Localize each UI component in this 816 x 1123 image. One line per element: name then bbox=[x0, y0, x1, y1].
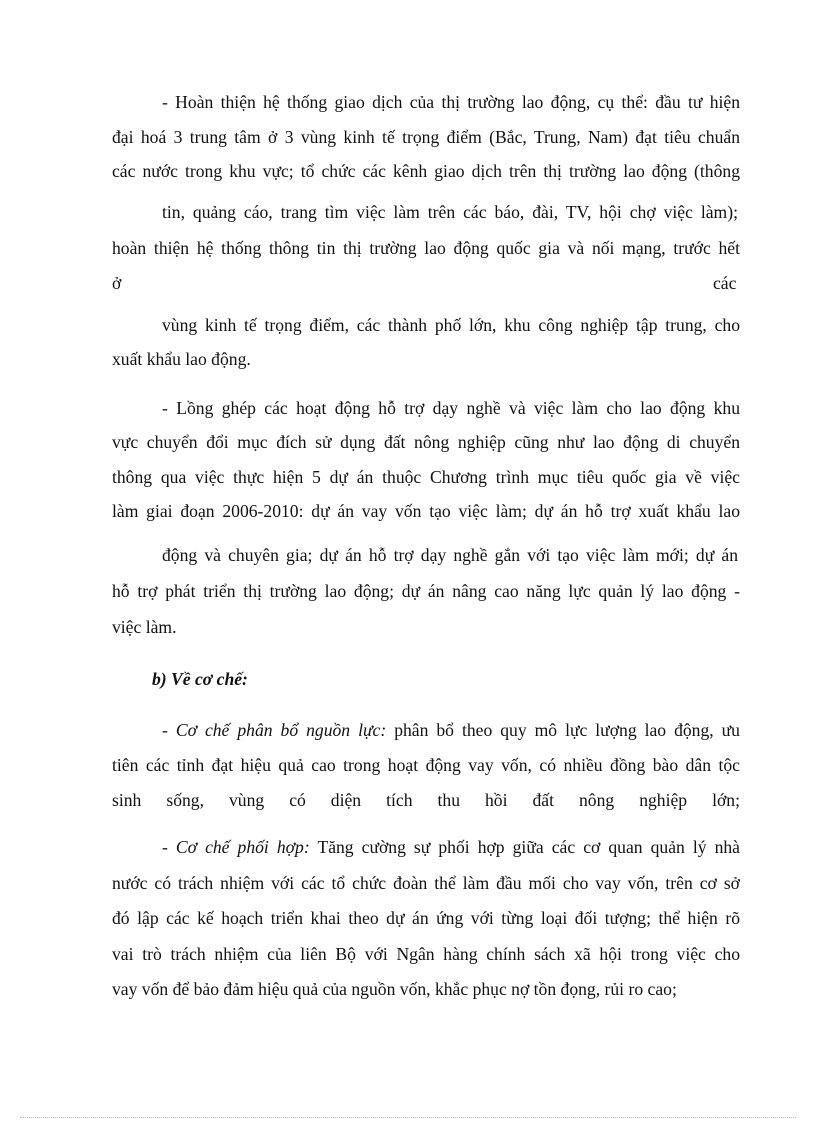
paragraph-4-line-3: thông qua việc thực hiện 5 dự án thuộc Chương trình mục tiêu quốc gia về việc bbox=[112, 467, 740, 487]
mechanism-term-coordination: - Cơ chế phối hợp: bbox=[162, 837, 310, 857]
mechanism-term-allocation: - Cơ chế phân bổ nguồn lực: bbox=[162, 720, 387, 740]
paragraph-1-line-2: đại hoá 3 trung tâm ở 3 vùng kinh tế trọng điểm (Bắc, Trung, Nam) đạt tiêu chuẩn bbox=[112, 127, 740, 147]
paragraph-2-line-3-end: các bbox=[713, 273, 737, 293]
paragraph-3-line-2: xuất khẩu lao động. bbox=[112, 349, 251, 369]
paragraph-7-line-1 bbox=[162, 836, 740, 862]
page-bottom-rule bbox=[20, 1117, 796, 1118]
paragraph-2-line-2: hoàn thiện hệ thống thông tin thị trường lao động quốc gia và nối mạng, trước hết bbox=[112, 238, 740, 258]
paragraph-7-line-4: vai trò trách nhiệm của liên Bộ với Ngân hàng chính sách xã hội trong việc cho bbox=[112, 944, 740, 964]
paragraph-1-line-3: các nước trong khu vực; tổ chức các kênh giao dịch trên thị trường lao động (thông bbox=[112, 161, 740, 181]
paragraph-4-line-4: làm giai đoạn 2006-2010: dự án vay vốn tạo việc làm; dự án hỗ trợ xuất khẩu lao bbox=[112, 501, 740, 521]
paragraph-5-line-2: hỗ trợ phát triển thị trường lao động; dự án nâng cao năng lực quản lý lao động - bbox=[112, 581, 740, 601]
paragraph-1-line-1: - Hoàn thiện hệ thống giao dịch của thị trường lao động, cụ thể: đầu tư hiện bbox=[162, 92, 740, 112]
paragraph-2-line-1: tin, quảng cáo, trang tìm việc làm trên các báo, đài, TV, hội chợ việc làm); bbox=[162, 202, 738, 222]
paragraph-2-line-3-start: ở bbox=[112, 273, 122, 293]
paragraph-5-line-1: động và chuyên gia; dự án hỗ trợ dạy nghề gắn với tạo việc làm mới; dự án bbox=[162, 545, 738, 565]
paragraph-7-line-3: đó lập các kế hoạch triển khai theo dự án ứng với từng loại đối tượng; thể hiện rõ bbox=[112, 908, 740, 928]
paragraph-5-line-3: việc làm. bbox=[112, 617, 177, 637]
section-heading: b) Về cơ chế: bbox=[152, 669, 248, 689]
paragraph-6-line-3: sinh sống, vùng có diện tích thu hồi đất nông nghiệp lớn; bbox=[112, 790, 740, 810]
paragraph-6-line-1 bbox=[162, 719, 740, 745]
paragraph-7-line-2: nước có trách nhiệm với các tổ chức đoàn thể làm đầu mối cho vay vốn, trên cơ sở bbox=[112, 873, 740, 893]
paragraph-6-line-2: tiên các tỉnh đạt hiệu quả cao trong hoạt động vay vốn, có nhiều đồng bào dân tộc bbox=[112, 755, 740, 775]
paragraph-7-line-5: vay vốn để bảo đảm hiệu quả của nguồn vốn, khắc phục nợ tồn đọng, rủi ro cao; bbox=[112, 979, 677, 999]
paragraph-4-line-2: vực chuyển đổi mục đích sử dụng đất nông nghiệp cũng như lao động di chuyển bbox=[112, 432, 740, 452]
paragraph-6-line-1-rest: phân bổ theo quy mô lực lượng lao động, ưu bbox=[386, 720, 740, 740]
paragraph-4-line-1: - Lồng ghép các hoạt động hỗ trợ dạy nghề và việc làm cho lao động khu bbox=[162, 398, 740, 418]
paragraph-3-line-1: vùng kinh tế trọng điểm, các thành phố lớn, khu công nghiệp tập trung, cho bbox=[162, 315, 740, 335]
paragraph-7-line-1-rest: Tăng cường sự phối hợp giữa các cơ quan quản lý nhà bbox=[309, 837, 740, 857]
